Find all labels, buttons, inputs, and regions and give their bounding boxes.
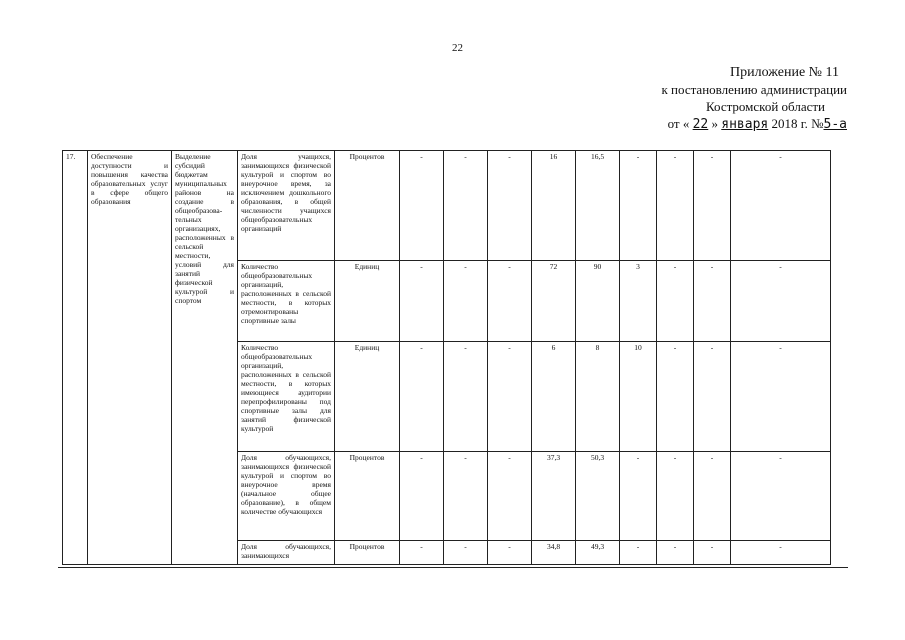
value-cell: 90 xyxy=(576,261,620,342)
value-cell: - xyxy=(694,261,731,342)
unit-cell: Процентов xyxy=(335,452,400,541)
indicator-name-cell: Доля обучающихся, занимающихся физической культурой и спортом во внеурочное время (начальное общее образование), в общем количестве обучающихся xyxy=(238,452,335,541)
value-cell: - xyxy=(400,541,444,565)
value-cell: - xyxy=(400,342,444,452)
appendix-resolution-line: к постановлению администрации xyxy=(661,82,847,97)
value-cell: 49,3 xyxy=(576,541,620,565)
value-cell: 37,3 xyxy=(532,452,576,541)
appendix-header xyxy=(661,64,847,133)
value-cell: - xyxy=(488,452,532,541)
value-cell: - xyxy=(694,452,731,541)
value-cell: - xyxy=(400,452,444,541)
value-cell: - xyxy=(488,541,532,565)
value-cell: - xyxy=(620,151,657,261)
unit-cell: Единиц xyxy=(335,342,400,452)
indicators-table xyxy=(62,150,831,565)
appendix-region-line: Костромской области xyxy=(705,99,825,114)
indicator-name-cell: Доля учащихся, занимающихся физической культурой и спортом во внеурочное время, за исключением дошкольного образования, в общей численности учащихся общеобразовательных организаций xyxy=(238,151,335,261)
value-cell: - xyxy=(444,452,488,541)
page-number: 22 xyxy=(452,42,463,54)
value-cell: - xyxy=(444,541,488,565)
task-cell: Обеспечение доступности и повышения качества образовательных услуг в сфере общего образования xyxy=(88,151,172,565)
value-cell: 8 xyxy=(576,342,620,452)
value-cell: - xyxy=(620,541,657,565)
measure-cell: Выделение субсидий бюджетам муниципальных районов на создание в общеобразова-тельных организациях, расположенных в сельской местности, условий для занятий физической культурой и спортом xyxy=(172,151,238,565)
value-cell: - xyxy=(444,342,488,452)
value-cell: - xyxy=(731,151,831,261)
value-cell: 10 xyxy=(620,342,657,452)
value-cell: - xyxy=(657,541,694,565)
date-mid: » xyxy=(711,116,719,131)
resolution-number: 5-а xyxy=(823,117,847,132)
value-cell: - xyxy=(488,342,532,452)
value-cell: - xyxy=(657,151,694,261)
value-cell: - xyxy=(657,261,694,342)
value-cell: - xyxy=(694,342,731,452)
indicator-name-cell: Количество общеобразовательных организаций, расположенных в сельской местности, в которых отремонтированы спортивные залы xyxy=(238,261,335,342)
value-cell: 34,8 xyxy=(532,541,576,565)
row-number-cell: 17. xyxy=(63,151,88,565)
unit-cell: Процентов xyxy=(335,151,400,261)
value-cell: - xyxy=(488,151,532,261)
date-year: 2018 г. № xyxy=(771,116,824,131)
value-cell: - xyxy=(731,342,831,452)
value-cell: - xyxy=(694,541,731,565)
page-bottom-rule xyxy=(58,567,848,568)
value-cell: - xyxy=(731,261,831,342)
unit-cell: Процентов xyxy=(335,541,400,565)
value-cell: 16 xyxy=(532,151,576,261)
table-row xyxy=(63,151,831,261)
date-day: 22 xyxy=(692,117,709,132)
value-cell: - xyxy=(400,151,444,261)
unit-cell: Единиц xyxy=(335,261,400,342)
value-cell: - xyxy=(657,452,694,541)
value-cell: 16,5 xyxy=(576,151,620,261)
value-cell: 3 xyxy=(620,261,657,342)
value-cell: 72 xyxy=(532,261,576,342)
value-cell: - xyxy=(657,342,694,452)
value-cell: 6 xyxy=(532,342,576,452)
appendix-title: Приложение № 11 xyxy=(730,65,839,80)
value-cell: - xyxy=(444,261,488,342)
date-month: января xyxy=(721,117,769,132)
value-cell: - xyxy=(444,151,488,261)
value-cell: - xyxy=(488,261,532,342)
date-prefix: от « xyxy=(667,116,690,131)
value-cell: - xyxy=(694,151,731,261)
appendix-date-line xyxy=(661,115,847,133)
indicator-name-cell: Доля обучающихся, занимающихся xyxy=(238,541,335,565)
indicator-name-cell: Количество общеобразовательных организаций, расположенных в сельской местности, в которых имеющиеся аудитории перепрофилированы под спортивные залы для занятий физической культурой xyxy=(238,342,335,452)
value-cell: - xyxy=(400,261,444,342)
value-cell: - xyxy=(731,452,831,541)
value-cell: - xyxy=(731,541,831,565)
value-cell: 50,3 xyxy=(576,452,620,541)
value-cell: - xyxy=(620,452,657,541)
